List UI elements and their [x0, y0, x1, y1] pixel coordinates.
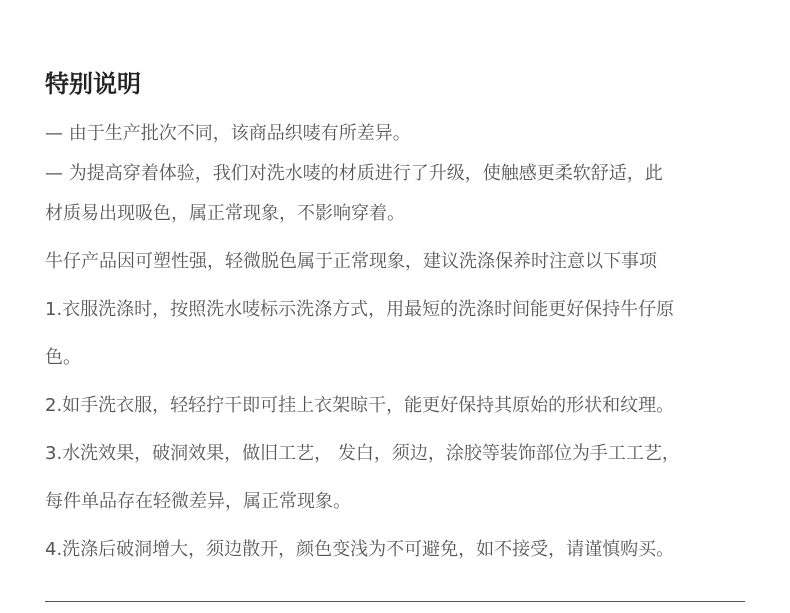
notice-line-care-2: 2.如手洗衣服，轻轻拧干即可挂上衣架晾干，能更好保持其原始的形状和纹理。 — [45, 395, 675, 416]
notice-line-care-3-cont: 每件单品存在轻微差异，属正常现象。 — [45, 491, 351, 512]
notice-line-care-3: 3.水洗效果，破洞效果，做旧工艺， 发白，须边，涂胶等装饰部位为手工工艺， — [45, 443, 680, 464]
notice-line-care-1: 1.衣服洗涤时，按照洗水唛标示洗涤方式，用最短的洗涤时间能更好保持牛仔原 — [45, 299, 675, 320]
bottom-divider — [45, 601, 745, 602]
notice-line-denim-intro: 牛仔产品因可塑性强，轻微脱色属于正常现象，建议洗涤保养时注意以下事项 — [45, 251, 657, 272]
section-title: 特别说明 — [45, 70, 141, 98]
notice-line-label-upgrade: — 为提高穿着体验，我们对洗水唛的材质进行了升级，使触感更柔软舒适，此 — [45, 163, 663, 184]
notice-line-care-1-cont: 色。 — [45, 347, 81, 368]
special-notice-section — [45, 0, 755, 613]
notice-line-label-upgrade-cont: 材质易出现吸色，属正常现象，不影响穿着。 — [45, 203, 405, 224]
notice-line-batch-difference: — 由于生产批次不同，该商品织唛有所差异。 — [45, 123, 411, 144]
notice-line-care-4: 4.洗涤后破洞增大，须边散开，颜色变浅为不可避免，如不接受，请谨慎购买。 — [45, 539, 675, 560]
